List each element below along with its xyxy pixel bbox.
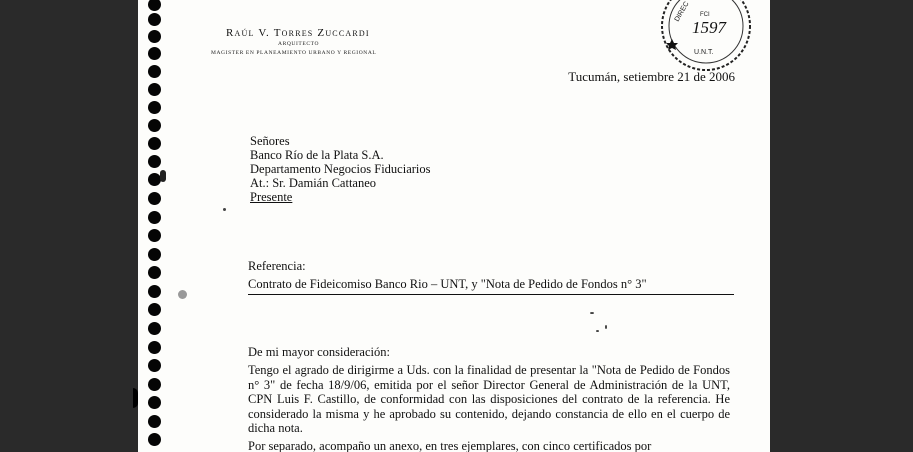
stamp-top-text: DIREC <box>673 0 691 23</box>
reception-stamp <box>658 0 754 74</box>
letterhead-title: ARQUITECTO <box>278 41 320 47</box>
reference-text: Contrato de Fideicomiso Banco Rio – UNT, y "Nota de Pedido de Fondos n° 3" <box>248 277 734 295</box>
greeting: De mi mayor consideración: <box>248 345 390 359</box>
body-paragraph-1: Tengo el agrado de dirigirme a Uds. con la finalidad de presentar la "Nota de Pedido de Fondos n° 3" de fecha 18/9/06, emitida por el señor Director General de Administración de la UNT, CPN Luis F. Castillo, de conformidad con las disposiciones del contrato de la referencia. He considerado la misma y he aprobado su contenido, dejando constancia de ello en el cuerpo de dicha nota. <box>248 363 730 435</box>
recipient-bank: Banco Río de la Plata S.A. <box>250 148 384 162</box>
recipient-attention: At.: Sr. Damián Cattaneo <box>250 176 377 190</box>
letter-date: Tucumán, setiembre 21 de 2006 <box>568 69 735 84</box>
recipient-department: Departamento Negocios Fiduciarios <box>250 162 431 176</box>
letterhead-degree: MAGISTER EN PLANEAMIENTO URBANO Y REGIONAL <box>211 50 377 56</box>
recipient-presente: Presente <box>250 190 293 204</box>
scan-speck <box>605 325 607 329</box>
stamp-number: 1597 <box>692 18 726 37</box>
document-page <box>138 0 770 452</box>
letterhead-name: Raúl V. Torres Zuccardi <box>226 27 370 39</box>
body-paragraph-2: Por separado, acompaño un anexo, en tres ejemplares, con cinco certificados por <box>248 439 652 452</box>
recipient-block <box>250 134 431 204</box>
scan-speck <box>596 330 599 332</box>
scan-speck <box>223 208 226 211</box>
margin-mark <box>133 388 138 408</box>
scan-speck <box>160 170 166 182</box>
binder-holes <box>148 0 164 452</box>
stamp-mid-text: FCI <box>700 12 710 18</box>
scan-speck <box>178 290 187 299</box>
recipient-salutation: Señores <box>250 134 290 148</box>
reference-label: Referencia: <box>248 259 306 273</box>
scan-speck <box>590 312 594 314</box>
stamp-bottom-text: U.N.T. <box>694 49 714 56</box>
